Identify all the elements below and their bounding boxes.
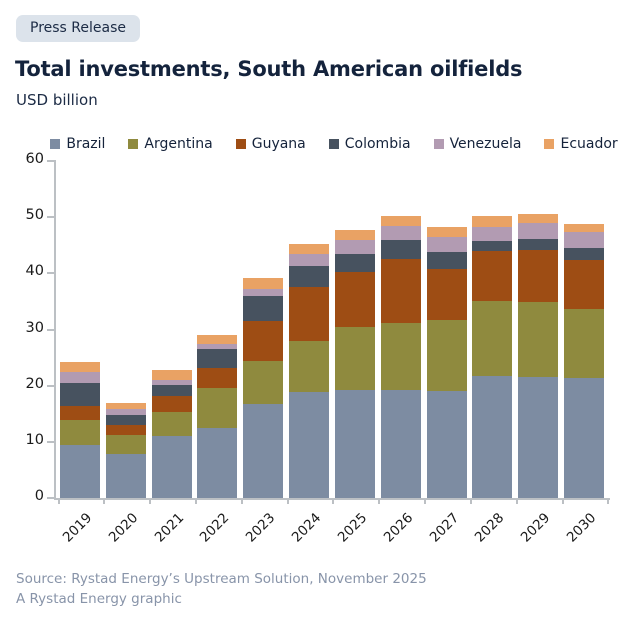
bar-segment-2030-ecuador — [564, 224, 604, 232]
bar-segment-2030-colombia — [564, 248, 604, 260]
y-axis-tick-label: 60 — [25, 151, 44, 167]
bar-segment-2023-brazil — [243, 404, 283, 498]
bar-segment-2026-guyana — [381, 259, 421, 323]
x-axis-tick — [562, 498, 564, 504]
bar-segment-2025-venezuela — [335, 240, 375, 253]
bar-segment-2027-guyana — [427, 269, 467, 320]
bar-segment-2027-ecuador — [427, 227, 467, 237]
bar-segment-2020-brazil — [106, 454, 146, 498]
chart-title: Total investments, South American oilfields — [15, 57, 523, 81]
legend-swatch-icon — [50, 139, 60, 149]
bar-segment-2022-guyana — [197, 368, 237, 389]
chart-legend — [54, 136, 618, 152]
y-axis-tick — [47, 385, 56, 387]
x-axis-tick — [378, 498, 380, 504]
bar-segment-2030-venezuela — [564, 232, 604, 247]
bar-segment-2028-guyana — [472, 251, 512, 300]
x-axis-label-2026: 2026 — [380, 510, 417, 546]
x-axis-label-2019: 2019 — [59, 510, 96, 546]
bar-segment-2024-brazil — [289, 392, 329, 498]
x-axis-tick — [424, 498, 426, 504]
bar-segment-2021-guyana — [152, 396, 192, 412]
x-axis-label-2022: 2022 — [197, 510, 233, 546]
x-axis-label-2024: 2024 — [288, 510, 325, 546]
legend-label: Guyana — [251, 136, 306, 152]
bar-segment-2028-ecuador — [472, 216, 512, 227]
y-axis-tick-label: 20 — [25, 375, 44, 392]
bar-segment-2028-colombia — [472, 241, 512, 251]
y-axis-tick-label: 50 — [25, 207, 44, 224]
bar-segment-2023-guyana — [243, 321, 283, 361]
legend-item-guyana — [236, 136, 306, 152]
press-release-badge: Press Release — [16, 15, 140, 42]
bar-segment-2024-ecuador — [289, 244, 329, 254]
source-attribution — [16, 569, 427, 610]
bar-segment-2021-argentina — [152, 412, 192, 436]
bar-segment-2025-brazil — [335, 390, 375, 498]
bar-segment-2019-venezuela — [60, 372, 100, 383]
bar-segment-2029-ecuador — [518, 214, 558, 223]
bar-segment-2028-venezuela — [472, 227, 512, 242]
bar-segment-2028-argentina — [472, 301, 512, 376]
x-axis-tick — [58, 498, 60, 504]
x-axis-label-2025: 2025 — [334, 510, 371, 546]
bar-segment-2030-guyana — [564, 260, 604, 309]
legend-swatch-icon — [236, 139, 246, 149]
bar-segment-2027-brazil — [427, 391, 467, 498]
bar-segment-2024-argentina — [289, 341, 329, 393]
bar-segment-2020-argentina — [106, 435, 146, 454]
credit-line: A Rystad Energy graphic — [16, 591, 182, 608]
x-axis-tick — [195, 498, 197, 504]
x-axis-label-2027: 2027 — [426, 510, 462, 546]
bar-segment-2025-colombia — [335, 254, 375, 273]
bar-segment-2023-venezuela — [243, 289, 283, 297]
bar-segment-2030-argentina — [564, 309, 604, 378]
bar-segment-2020-guyana — [106, 425, 146, 435]
x-axis-label-2023: 2023 — [243, 510, 279, 546]
source-line: Source: Rystad Energy’s Upstream Solution, November 2025 — [16, 571, 427, 587]
bar-segment-2023-argentina — [243, 361, 283, 404]
bar-segment-2026-venezuela — [381, 226, 421, 239]
bar-segment-2021-ecuador — [152, 370, 192, 380]
bar-segment-2022-brazil — [197, 428, 237, 498]
legend-label: Argentina — [144, 136, 213, 152]
bar-segment-2019-colombia — [60, 383, 100, 407]
y-axis-tick — [47, 272, 56, 274]
chart-unit-label: USD billion — [16, 91, 98, 109]
legend-swatch-icon — [434, 139, 444, 149]
bar-segment-2025-guyana — [335, 272, 375, 326]
bar-segment-2024-guyana — [289, 287, 329, 341]
x-axis-tick — [241, 498, 243, 504]
legend-swatch-icon — [128, 139, 138, 149]
bar-segment-2021-colombia — [152, 385, 192, 397]
y-axis-tick-label: 10 — [25, 431, 44, 448]
y-axis-tick-label: 30 — [25, 319, 44, 336]
bar-segment-2030-brazil — [564, 378, 604, 498]
bar-segment-2020-ecuador — [106, 403, 146, 409]
legend-label: Brazil — [66, 136, 106, 152]
y-axis-tick — [47, 441, 56, 443]
y-axis-tick — [47, 160, 56, 162]
bar-segment-2021-brazil — [152, 436, 192, 498]
bar-segment-2022-ecuador — [197, 335, 237, 344]
bar-segment-2027-colombia — [427, 252, 467, 269]
bar-segment-2020-venezuela — [106, 409, 146, 416]
bar-segment-2029-colombia — [518, 239, 558, 250]
x-axis-tick — [607, 498, 609, 504]
bar-segment-2027-venezuela — [427, 237, 467, 252]
bar-segment-2024-venezuela — [289, 254, 329, 266]
y-axis-tick — [47, 329, 56, 331]
bar-segment-2025-ecuador — [335, 230, 375, 240]
legend-label: Venezuela — [449, 136, 522, 152]
bar-segment-2029-venezuela — [518, 223, 558, 238]
bar-segment-2029-argentina — [518, 302, 558, 377]
stacked-bar-plot-area — [25, 151, 610, 546]
y-axis-tick-label: 40 — [25, 263, 44, 280]
bar-segment-2026-argentina — [381, 323, 421, 390]
x-axis-tick — [149, 498, 151, 504]
legend-item-argentina — [128, 136, 212, 152]
bar-segment-2019-ecuador — [60, 362, 100, 372]
bar-segment-2023-ecuador — [243, 278, 283, 288]
bar-segment-2028-brazil — [472, 376, 512, 498]
bar-segment-2029-brazil — [518, 377, 558, 498]
x-axis-label-2020: 2020 — [105, 510, 142, 546]
bar-segment-2021-venezuela — [152, 380, 192, 385]
x-axis-label-2030: 2030 — [563, 510, 600, 546]
bar-segment-2022-argentina — [197, 388, 237, 427]
bar-segment-2019-argentina — [60, 420, 100, 445]
bar-segment-2024-colombia — [289, 266, 329, 287]
bar-segment-2023-colombia — [243, 296, 283, 321]
bar-segment-2026-brazil — [381, 390, 421, 498]
x-axis-label-2028: 2028 — [472, 510, 508, 546]
x-axis-tick — [103, 498, 105, 504]
legend-item-brazil — [50, 136, 105, 152]
y-axis-tick — [47, 216, 56, 218]
legend-label: Colombia — [344, 136, 411, 152]
legend-swatch-icon — [329, 139, 339, 149]
legend-swatch-icon — [544, 139, 554, 149]
x-axis-tick — [287, 498, 289, 504]
bar-segment-2022-venezuela — [197, 344, 237, 350]
bar-segment-2019-brazil — [60, 445, 100, 498]
bar-segment-2020-colombia — [106, 415, 146, 425]
bar-segment-2026-ecuador — [381, 216, 421, 227]
x-axis-label-2029: 2029 — [518, 510, 554, 546]
y-axis-tick — [47, 497, 56, 499]
x-axis-label-2021: 2021 — [151, 510, 187, 546]
bar-segment-2025-argentina — [335, 327, 375, 390]
bar-segment-2027-argentina — [427, 320, 467, 391]
legend-item-venezuela — [434, 136, 522, 152]
legend-item-ecuador — [544, 136, 617, 152]
x-axis-tick — [332, 498, 334, 504]
bar-segment-2022-colombia — [197, 349, 237, 368]
legend-label: Ecuador — [560, 136, 618, 152]
x-axis-tick — [516, 498, 518, 504]
x-axis-tick — [470, 498, 472, 504]
bar-segment-2029-guyana — [518, 250, 558, 302]
legend-item-colombia — [329, 136, 411, 152]
y-axis-tick-label: 0 — [34, 488, 44, 504]
bar-segment-2019-guyana — [60, 406, 100, 419]
bar-segment-2026-colombia — [381, 240, 421, 259]
